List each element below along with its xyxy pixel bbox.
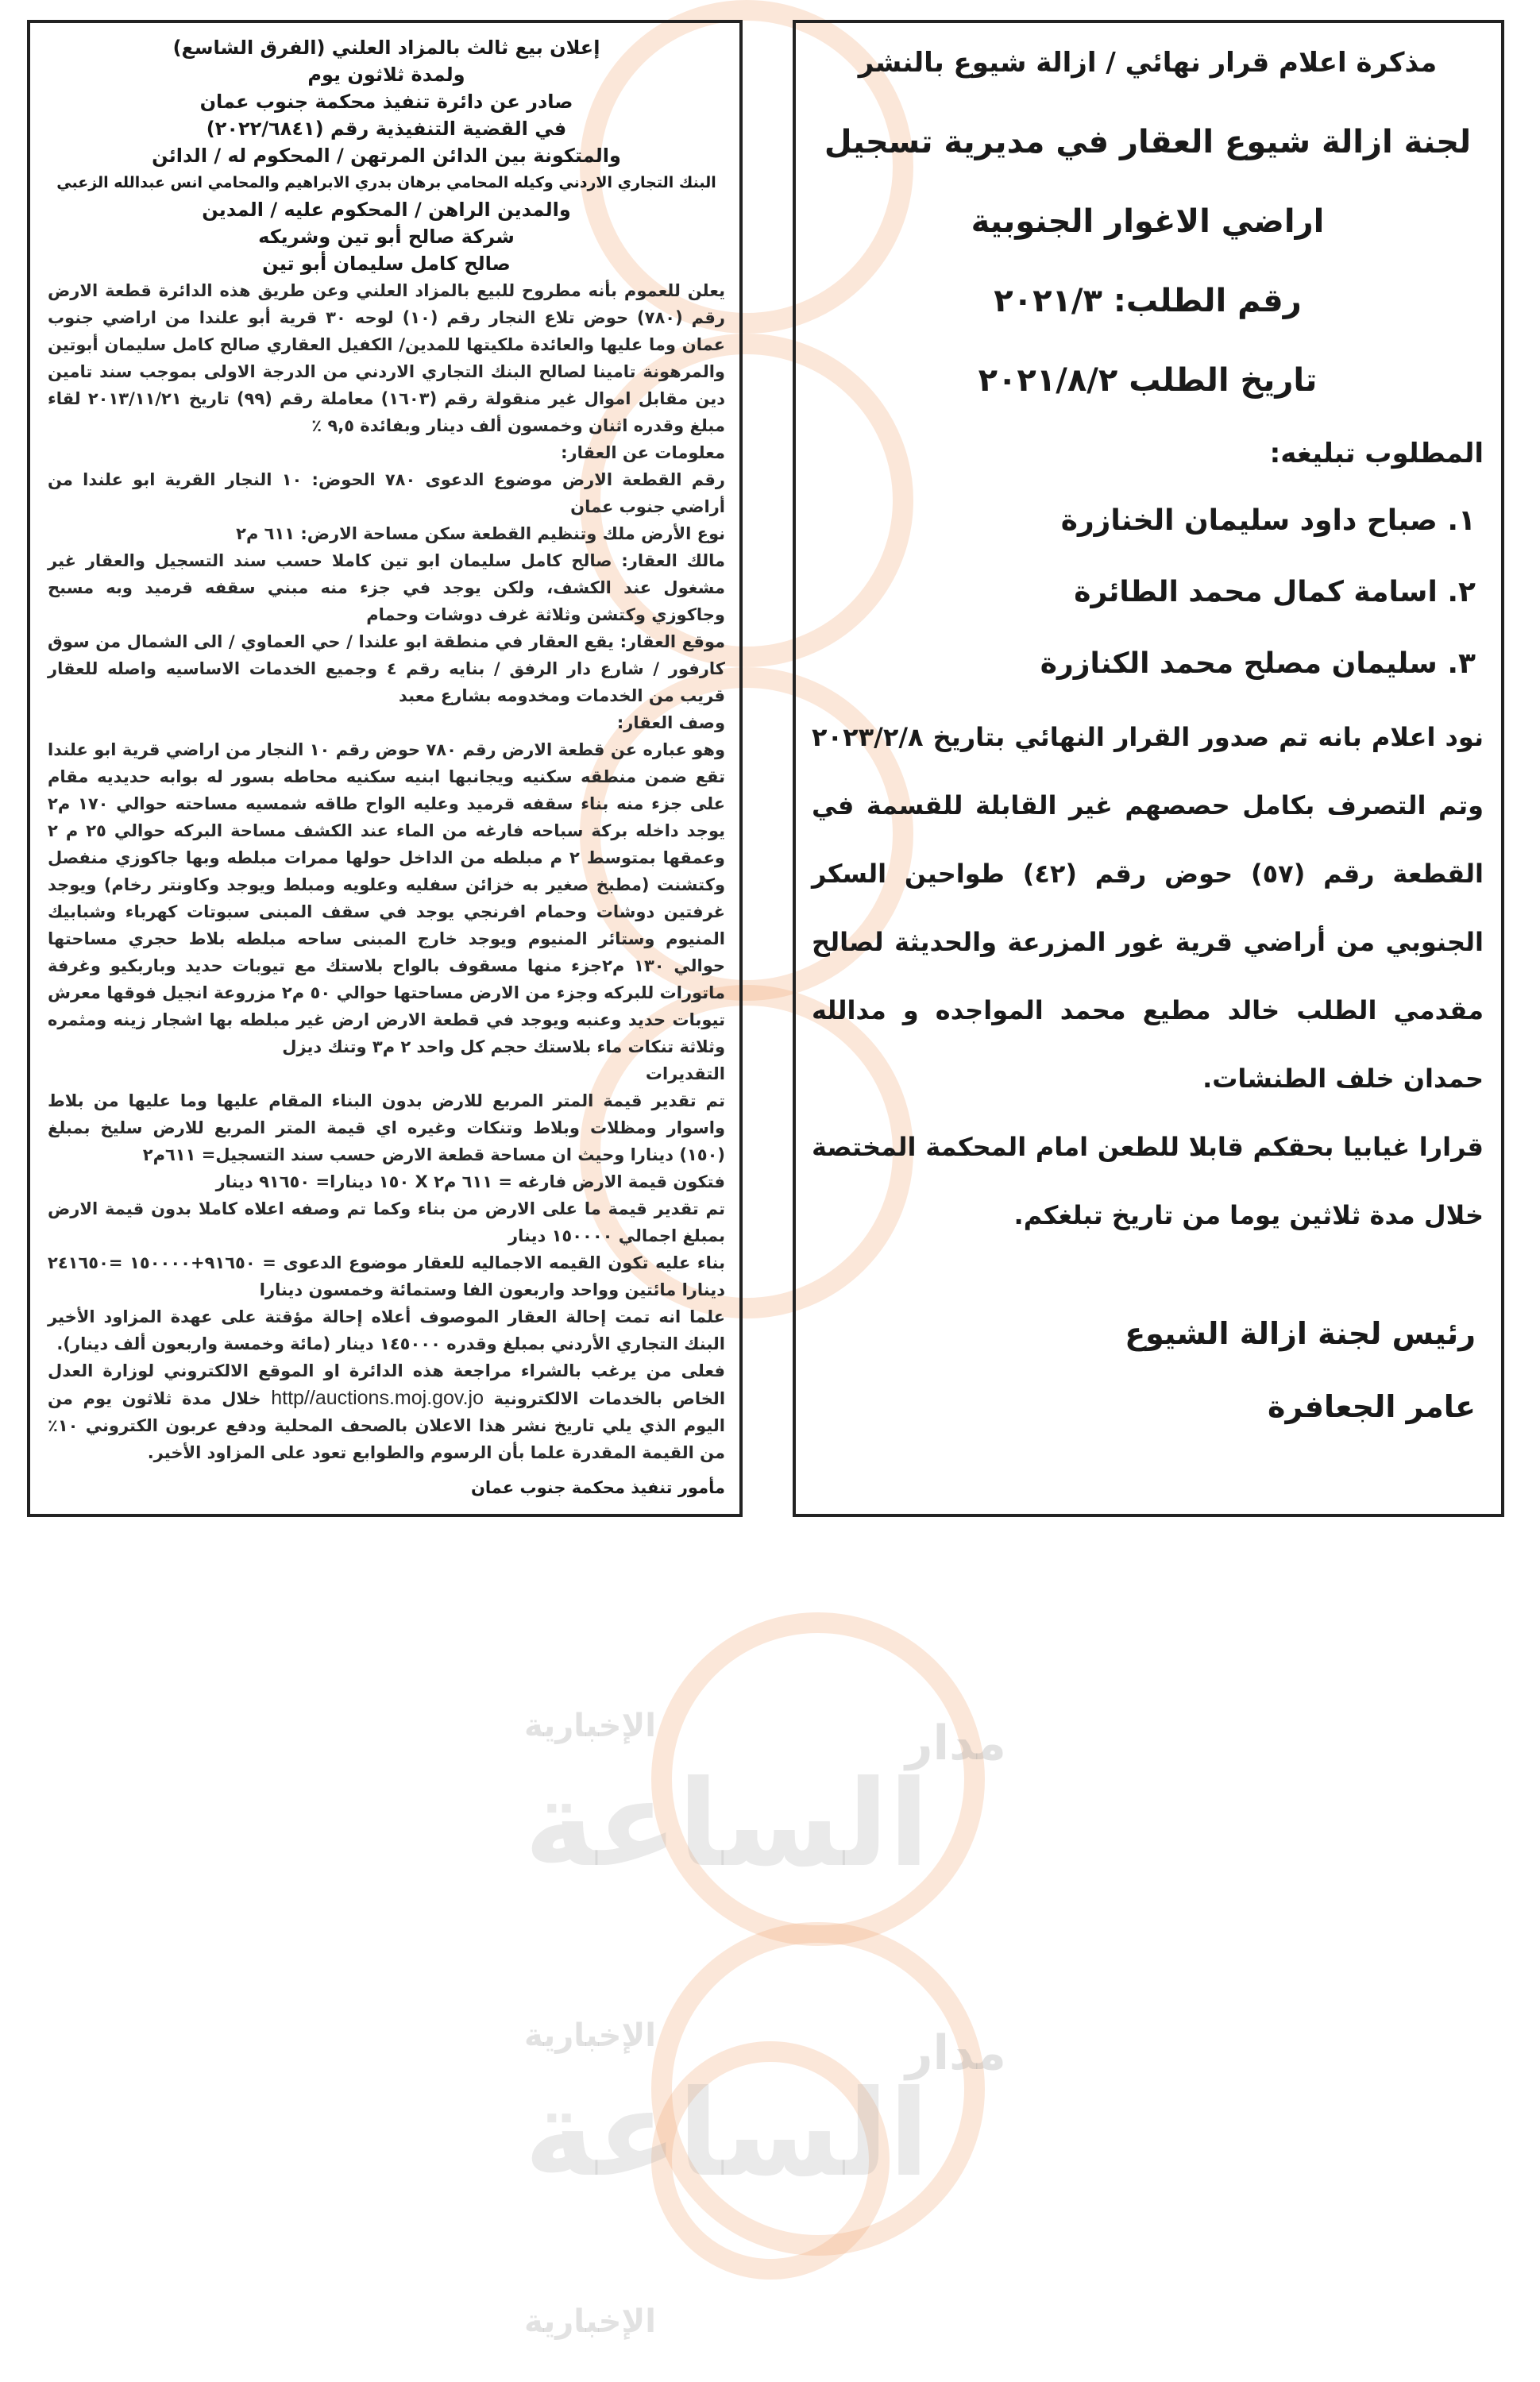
- heading-line: البنك التجاري الاردني وكيله المحامي برهان بدري الابراهيم والمحامي انس عبدالله الزعبي: [56, 174, 716, 191]
- paragraph-text: فعلى من يرغب بالشراء مراجعة هذه الدائرة او الموقع الالكتروني لوزارة العدل الخاص بالخدمات الالكترونية: [48, 1361, 726, 1408]
- title-line: مذكرة اعلام قرار نهائي / ازالة شيوع بالنشر: [858, 47, 1438, 79]
- watermark-text: الساعة: [524, 2065, 930, 2203]
- title-line: اراضي الاغوار الجنوبية: [971, 203, 1325, 240]
- heading-line: إعلان بيع ثالث بالمزاد العلني (الفرق الشاسع): [172, 37, 600, 59]
- watermark-text: الإخبارية: [524, 1708, 656, 1744]
- heading-line: شركة صالح أبو تين وشريكه: [258, 226, 515, 248]
- recipients-label: المطلوب تبليغه:: [1269, 438, 1484, 469]
- paragraph: علما انه تمت إحالة العقار الموصوف أعلاه إحالة مؤقتة على عهدة المزاود الأخير البنك التجاري الأردني بمبلغ وقدره ١٤٥٠٠٠ دينار (مائة وخمسة واربعون ألف دينار).: [48, 1307, 725, 1353]
- recipients-list: [812, 485, 1484, 700]
- paragraph: تم تقدير قيمة المتر المربع للارض بدون البناء المقام عليها وما عليها من بلاط واسوار ومظلات وبلاط وتنكات وغيره اي قيمة المتر المربع للارض سليخ بمبلغ (١٥٠) دينارا وحيث ان مساحة قطعة الارض حسب سند التسجيل= ٦١١م٢: [48, 1091, 725, 1164]
- paragraph: فتكون قيمة الارض فارغه = ٦١١ م٢ X ١٥٠ دينارا= ٩١٦٥٠ دينار: [215, 1172, 725, 1191]
- paragraph: نوع الأرض ملك وتنظيم القطعة سكن مساحة الارض: ٦١١ م٢: [236, 524, 725, 543]
- watermark-text: الإخبارية: [524, 2303, 656, 2340]
- partition-notice: [793, 20, 1504, 1517]
- heading-line: صالح كامل سليمان أبو تين: [262, 253, 511, 275]
- heading-line: صادر عن دائرة تنفيذ محكمة جنوب عمان: [199, 91, 573, 113]
- auction-notice: [27, 20, 743, 1517]
- paragraph: يعلن للعموم بأنه مطروح للبيع بالمزاد العلني وعن طريق هذه الدائرة قطعة الارض رقم (٧٨٠) حوض تلاع النجار رقم (١٠) لوحه ٣٠ قرية أبو علندا من اراضي جنوب عمان وما عليها والعائدة ملكيتها للمدين/ الكفيل العقاري صالح كامل سليمان أبوتين والمرهونة تامينا لصالح البنك التجاري الاردني من الدرجة الاولى بموجب سند تامين دين مقابل اموال غير منقولة رقم (١٦٠٣) معاملة رقم (٩٩) تاريخ ٢٠١٣/١١/٢١ لقاء مبلغ وقدره اثنان وخمسون ألف دينار وبفائدة ٩,٥ ٪: [48, 281, 725, 435]
- section-label: وصف العقار:: [616, 713, 725, 732]
- paragraph: رقم القطعة الارض موضوع الدعوى ٧٨٠ الحوض: ١٠ النجار القرية ابو علندا من أراضي جنوب عمان: [48, 470, 726, 516]
- title-line: لجنة ازالة شيوع العقار في مديرية تسجيل: [824, 124, 1472, 160]
- watermark-text: الساعة: [524, 1755, 930, 1894]
- notice-body: قرارا غيابيا بحقكم قابلا للطعن امام المحكمة المختصة خلال مدة ثلاثين يوما من تاريخ تبلغكم.: [812, 1132, 1484, 1230]
- heading-line: ولمدة ثلاثون يوم: [307, 64, 465, 86]
- paragraph: بناء عليه تكون القيمه الاجماليه للعقار موضوع الدعوى = ٩١٦٥٠+١٥٠٠٠٠ =٢٤١٦٥٠ دينارا مائتين وواحد واربعون الفا وستمائة وخمسون دينارا: [48, 1253, 725, 1299]
- heading-line: والمتكونة بين الدائن المرتهن / المحكوم له / الدائن: [152, 145, 621, 167]
- paragraph: وهو عباره عن قطعة الارض رقم ٧٨٠ حوض رقم ١٠ النجار من اراضي قرية ابو علندا تقع ضمن منطقه سكنيه ويجانبها ابنيه سكنيه محاطه بسور له بوابه حديديه مقام على جزء منه بناء سقفه قرميد وعليه الواح طاقه شمسيه مساحته حوالي ١٧٠ م٢ يوجد داخله بركة سباحه فارغه من الماء عند الكشف مساحة البركه حوالي ٢٥ م ٢ وعمقها بمتوسط ٢ م مبلطه من الداخل حولها ممرات مبلطه وبها جاكوزي منفصل وكتشنت (مطبخ صغير به خزائن سفليه وعلويه ومبلط ويوجد وكاونتر رخام) ويوجد غرفتين دوشات وحمام افرنجي يوجد في سقف المبنى سبوتات كهرباء وشبابيك المنيوم وستائر المنيوم ويوجد خارج المبنى ساحه مبلطه بلاط حجري مساحتها حوالي ١٣٠ م٢جزء منها مسقوف بالواح بلاستك مع تيوبات حديد وباربكيو وغرفة ماتورات للبركه وجزء من الارض مساحتها حوالي ٥٠ م٢ مزروعة انجيل فوقها معرش تيوبات حديد وعنبه ويوجد في قطعة الارض ارض غير مبلطه بها اشجار زينه ومثمره وثلاثة تنكات ماء بلاستك حجم كل واحد ٢ م٣ وتنك ديزل: [48, 740, 726, 1056]
- paragraph-text: خلال مدة ثلاثون يوم من اليوم الذي يلي تاريخ نشر هذا الاعلان بالصحف المحلية ودفع عربون الكتروني ١٠٪ من القيمة المقدرة علما بأن الرسوم والطوابع تعود على المزاود الأخير.: [48, 1389, 725, 1462]
- paragraph: مالك العقار: صالح كامل سليمان ابو تين كاملا حسب سند التسجيل والعقار غير مشغول عند الكشف، ولكن يوجد في جزء منه مبني سقفه قرميد وبه مسبح وجاكوزي وكتشن وثلاثة غرف دوشات وحمام: [48, 551, 725, 624]
- title-line: رقم الطلب: ٢٠٢١/٣: [994, 283, 1302, 319]
- section-label: التقديرات: [645, 1064, 725, 1083]
- paragraph: [48, 1357, 725, 1466]
- auction-website-link[interactable]: http//auctions.moj.gov.jo: [271, 1387, 484, 1409]
- auction-notice-heading: [48, 34, 725, 277]
- watermark-text: مدار: [905, 2025, 1006, 2081]
- signature-title: رئيس لجنة ازالة الشيوع: [1125, 1316, 1476, 1351]
- heading-line: في القضية التنفيذية رقم (٢٠٢٢/٦٨٤١): [206, 118, 567, 140]
- signature-name: عامر الجعافرة: [1268, 1389, 1476, 1424]
- paragraph: تم تقدير قيمة ما على الارض من بناء وكما تم وصفه اعلاه كاملا بدون قيمة الارض بمبلغ اجمالي ١٥٠٠٠٠ دينار: [48, 1199, 725, 1245]
- paragraph: موقع العقار: يقع العقار في منطقة ابو علندا / حي العماوي / الى الشمال من سوق كارفور / شارع دار الرفق / بنايه رقم ٤ وجميع الخدمات الاساسيه واصله للعقار قريب من الخدمات ومخدومه بشارع معبد: [48, 632, 725, 705]
- heading-line: والمدين الراهن / المحكوم عليه / المدين: [202, 199, 571, 221]
- title-line: تاريخ الطلب ٢٠٢١/٨/٢: [978, 362, 1318, 399]
- watermark-text: الإخبارية: [524, 2017, 656, 2054]
- recipient-item: ٣. سليمان مصلح محمد الكنازرة: [1040, 647, 1476, 680]
- recipient-item: ١. صباح داود سليمان الخنازرة: [1060, 504, 1476, 537]
- recipient-item: ٢. اسامة كمال محمد الطائرة: [1074, 576, 1476, 608]
- section-label: معلومات عن العقار:: [561, 443, 725, 462]
- notice-body: نود اعلام بانه تم صدور القرار النهائي بتاريخ ٢٠٢٣/٢/٨ وتم التصرف بكامل حصصهم غير القابلة للقسمة في القطعة رقم (٥٧) حوض رقم (٤٢) طواحين السكر الجنوبي من أراضي قرية غور المزرعة والحديثة لصالح مقدمي الطلب خالد مطيع محمد المواجده و مدالله حمدان خلف الطنشات.: [812, 722, 1484, 1094]
- partition-notice-title: [812, 23, 1484, 420]
- watermark-text: مدار: [905, 1716, 1006, 1771]
- signature: مأمور تنفيذ محكمة جنوب عمان: [470, 1478, 725, 1497]
- auction-notice-body: [48, 277, 725, 1501]
